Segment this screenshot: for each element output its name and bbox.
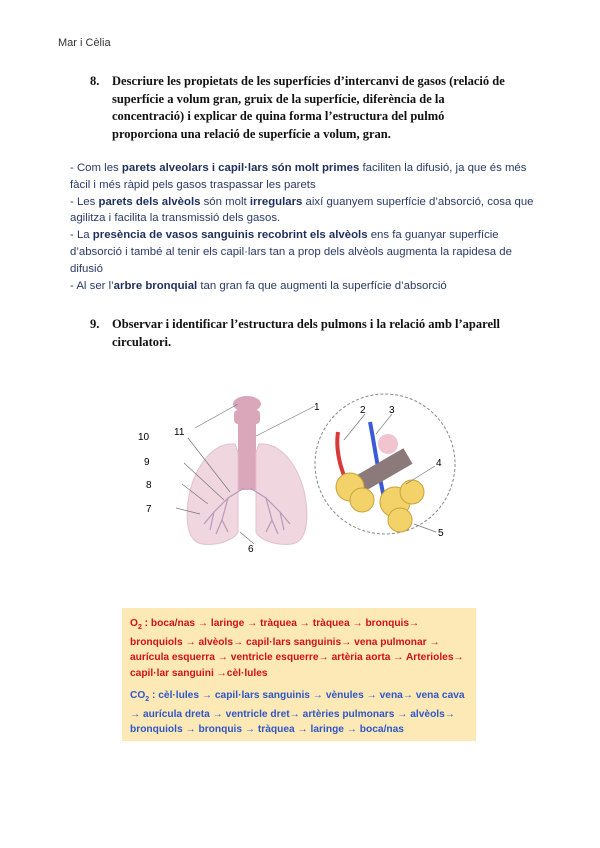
answer-bold: irregulars xyxy=(249,195,303,208)
document-author: Mar i Cèlia xyxy=(58,37,111,49)
label-11: 11 xyxy=(174,427,185,438)
question-8 xyxy=(90,73,552,143)
co2-pathway xyxy=(130,688,468,738)
co2-symbol: CO xyxy=(130,689,146,701)
answer-text: - Les xyxy=(70,195,99,208)
answer-list xyxy=(70,160,540,294)
answer-text: tan gran fa que augmenti la superfície d’absorció xyxy=(197,279,447,292)
label-10: 10 xyxy=(138,432,150,443)
right-lung xyxy=(256,444,307,544)
answer-text: - Al ser l’ xyxy=(70,279,114,292)
answer-bold: parets alveolars i capil·lars són molt primes xyxy=(121,162,360,174)
answer-item xyxy=(70,160,540,194)
label-6: 6 xyxy=(248,544,254,555)
o2-subscript: 2 xyxy=(137,624,142,632)
gas-pathway-box xyxy=(122,608,476,741)
answer-item xyxy=(70,194,540,228)
answer-text: - La xyxy=(70,229,93,242)
label-2: 2 xyxy=(360,405,366,416)
question-9 xyxy=(90,316,552,351)
o2-path-text: : boca/nas → laringe → tràquea → tràquea → bronquis→ bronquiols → alvèols→ capil·lars sanguinis→ vena pulmonar → aurícula esquerra → ventricle esquerre→ artèria aorta → Arterioles→ capil·lar sanguini →cèl·lules xyxy=(130,618,464,679)
label-5: 5 xyxy=(438,528,444,539)
label-3: 3 xyxy=(389,405,395,416)
question-line: circulatori. xyxy=(112,334,172,349)
question-line: concentració) i explicar de quina forma l’estructura del pulmó xyxy=(112,109,445,123)
answer-item xyxy=(70,278,540,295)
question-number: 9. xyxy=(90,317,100,331)
answer-text: són molt xyxy=(200,195,250,208)
label-9: 9 xyxy=(144,457,150,468)
o2-pathway xyxy=(130,616,468,681)
answer-bold: arbre bronquial xyxy=(113,279,198,292)
question-line: Descriure les propietats de les superfícies d’intercanvi de gasos (relació de xyxy=(112,74,505,88)
lung-diagram xyxy=(130,392,460,562)
question-number: 8. xyxy=(90,74,100,88)
co2-path-text: : cèl·lules → capil·lars sanguinis → vènules → vena→ vena cava → aurícula dreta → ventricle dret→ artèries pulmonars → alvèols→ bronquiols → bronquis → tràquea → laringe → boca/nas xyxy=(130,689,465,736)
o2-symbol: O xyxy=(130,618,138,629)
answer-text: ens fa guanyar superfície d’absorció i també al tenir els capil·lars tan a prop dels alvèols augmenta la rapidesa de difusió xyxy=(70,229,512,275)
answer-text: - Com les xyxy=(70,162,122,174)
label-4: 4 xyxy=(436,458,442,469)
label-7: 7 xyxy=(146,504,152,515)
answer-bold: presència de vasos sanguinis recobrint els alvèols xyxy=(92,229,368,242)
answer-text: així guanyem superfície d’absorció, cosa que agilitza i facilita la transmissió dels gasos. xyxy=(70,195,534,225)
alveoli-detail xyxy=(315,394,455,534)
answer-item xyxy=(70,227,540,277)
label-8: 8 xyxy=(146,480,152,491)
question-line: proporciona una relació de superfície a volum, gran. xyxy=(112,126,391,141)
question-line: Observar i identificar l’estructura dels pulmons i la relació amb l’aparell xyxy=(112,317,500,331)
answer-bold: parets dels alvèols xyxy=(98,195,201,208)
co2-subscript: 2 xyxy=(145,695,150,703)
answer-text: faciliten la difusió, ja que és més fàcil i més ràpid pels gasos traspassar les parets xyxy=(70,162,527,191)
label-1: 1 xyxy=(314,402,320,413)
question-line: superfície a volum gran, gruix de la superfície, diferència de la xyxy=(112,91,445,106)
